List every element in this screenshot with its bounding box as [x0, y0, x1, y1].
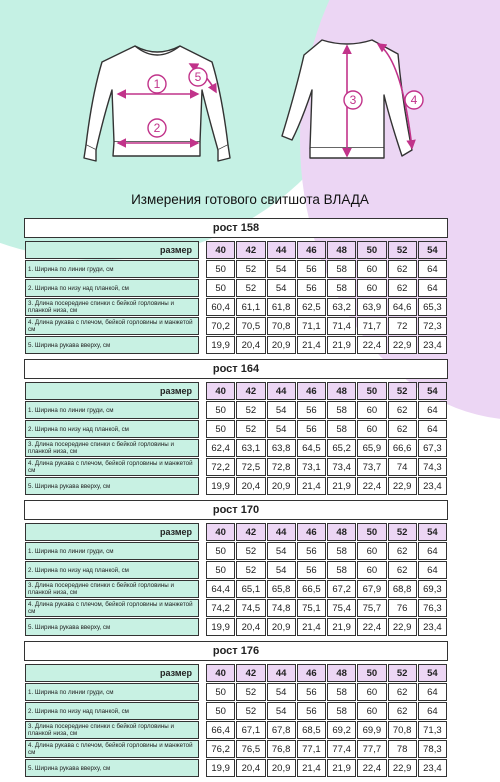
spacer	[200, 599, 205, 617]
spacer	[200, 420, 205, 438]
size-cell: 48	[327, 523, 356, 541]
measurement-value: 64	[418, 683, 447, 701]
measurement-value: 22,9	[388, 618, 417, 636]
measurement-value: 62	[388, 260, 417, 278]
measurement-value: 64	[418, 401, 447, 419]
measurement-value: 76,2	[206, 740, 235, 758]
spacer	[200, 618, 205, 636]
size-cell: 48	[327, 241, 356, 259]
measurement-row	[25, 618, 447, 636]
measurement-value: 70,2	[206, 317, 235, 335]
measurement-value: 74,8	[267, 599, 296, 617]
measurement-label: 1. Ширина по линии груди, см	[25, 542, 199, 560]
measurement-value: 58	[327, 260, 356, 278]
size-cell: 44	[267, 664, 296, 682]
spacer	[200, 458, 205, 476]
measurement-row	[25, 740, 447, 758]
measurement-table	[24, 663, 448, 778]
measurement-value: 61,1	[236, 298, 265, 316]
size-cell: 44	[267, 523, 296, 541]
size-header-row	[25, 241, 447, 259]
measurement-value: 50	[206, 542, 235, 560]
measurement-value: 52	[236, 542, 265, 560]
measurement-value: 71,1	[297, 317, 326, 335]
spacer	[200, 336, 205, 354]
spacer	[200, 260, 205, 278]
measurement-value: 50	[206, 260, 235, 278]
size-cell: 54	[418, 664, 447, 682]
measurement-value: 73,7	[357, 458, 386, 476]
measurement-value: 72,3	[418, 317, 447, 335]
size-cell: 44	[267, 382, 296, 400]
measurement-value: 67,3	[418, 439, 447, 457]
size-cell: 52	[388, 382, 417, 400]
sweatshirt-illustration	[0, 0, 500, 190]
measurement-value: 73,1	[297, 458, 326, 476]
size-cell: 40	[206, 523, 235, 541]
spacer	[200, 477, 205, 495]
measurement-value: 20,9	[267, 759, 296, 777]
measurement-row	[25, 759, 447, 777]
measurement-value: 76,8	[267, 740, 296, 758]
size-cell: 50	[357, 382, 386, 400]
measurement-label: 4. Длина рукава с плечом, бейкой горловины и манжетой см	[25, 599, 199, 617]
measurement-value: 64	[418, 260, 447, 278]
measurement-value: 20,4	[236, 477, 265, 495]
measurement-value: 58	[327, 401, 356, 419]
height-heading: рост 170	[24, 500, 448, 520]
size-header-label: размер	[25, 241, 199, 259]
page-title: Измерения готового свитшота ВЛАДА	[131, 192, 369, 207]
measurement-value: 62	[388, 542, 417, 560]
measurement-value: 73,4	[327, 458, 356, 476]
measurement-table	[24, 381, 448, 496]
measurement-value: 52	[236, 702, 265, 720]
measurement-value: 64,6	[388, 298, 417, 316]
measurement-row	[25, 721, 447, 739]
size-cell: 50	[357, 241, 386, 259]
measurement-value: 63,2	[327, 298, 356, 316]
measurement-value: 20,9	[267, 618, 296, 636]
size-header-row	[25, 664, 447, 682]
measurement-value: 70,5	[236, 317, 265, 335]
spacer	[200, 382, 205, 400]
measurement-value: 64,4	[206, 580, 235, 598]
measurement-value: 69,3	[418, 580, 447, 598]
size-cell: 54	[418, 382, 447, 400]
measurement-value: 69,2	[327, 721, 356, 739]
measurement-value: 60	[357, 401, 386, 419]
measurement-value: 52	[236, 401, 265, 419]
measurement-value: 60,4	[206, 298, 235, 316]
measurement-row	[25, 599, 447, 617]
measurement-label: 1. Ширина по линии груди, см	[25, 401, 199, 419]
measurement-value: 74,2	[206, 599, 235, 617]
measurement-value: 71,4	[327, 317, 356, 335]
measurement-value: 54	[267, 702, 296, 720]
spacer	[200, 664, 205, 682]
size-cell: 50	[357, 664, 386, 682]
measurement-label: 5. Ширина рукава вверху, см	[25, 759, 199, 777]
measurement-row	[25, 317, 447, 335]
measurement-value: 54	[267, 542, 296, 560]
measurement-value: 56	[297, 279, 326, 297]
measurement-label: 5. Ширина рукава вверху, см	[25, 618, 199, 636]
measurement-value: 58	[327, 279, 356, 297]
size-table-block	[24, 359, 448, 496]
measurement-value: 66,5	[297, 580, 326, 598]
measurement-value: 64	[418, 542, 447, 560]
measurement-value: 66,4	[206, 721, 235, 739]
measurement-value: 60	[357, 683, 386, 701]
measurement-value: 52	[236, 279, 265, 297]
measurement-value: 52	[236, 260, 265, 278]
measurement-value: 64	[418, 702, 447, 720]
measurement-value: 58	[327, 542, 356, 560]
measurement-value: 21,9	[327, 477, 356, 495]
measurement-value: 65,3	[418, 298, 447, 316]
measurement-label: 4. Длина рукава с плечом, бейкой горловины и манжетой см	[25, 458, 199, 476]
measurement-value: 77,4	[327, 740, 356, 758]
measurement-value: 21,4	[297, 759, 326, 777]
measurement-label: 4. Длина рукава с плечом, бейкой горловины и манжетой см	[25, 317, 199, 335]
measurement-value: 70,8	[388, 721, 417, 739]
measurement-value: 64	[418, 561, 447, 579]
measurement-row	[25, 401, 447, 419]
spacer	[200, 740, 205, 758]
measurement-value: 22,9	[388, 336, 417, 354]
measurement-value: 68,5	[297, 721, 326, 739]
measurement-value: 78,3	[418, 740, 447, 758]
measurement-value: 62	[388, 683, 417, 701]
measurement-value: 54	[267, 561, 296, 579]
marker-5-label: 5	[194, 70, 202, 84]
measurement-value: 56	[297, 561, 326, 579]
measurement-value: 58	[327, 683, 356, 701]
measurement-label: 5. Ширина рукава вверху, см	[25, 336, 199, 354]
measurement-value: 20,9	[267, 477, 296, 495]
measurement-value: 52	[236, 683, 265, 701]
measurement-value: 23,4	[418, 336, 447, 354]
size-cell: 44	[267, 241, 296, 259]
measurement-value: 72,5	[236, 458, 265, 476]
measurement-row	[25, 279, 447, 297]
measurement-value: 21,4	[297, 618, 326, 636]
measurement-row	[25, 580, 447, 598]
measurement-value: 71,3	[418, 721, 447, 739]
size-cell: 48	[327, 664, 356, 682]
measurement-value: 19,9	[206, 759, 235, 777]
measurement-value: 75,1	[297, 599, 326, 617]
size-table-block	[24, 641, 448, 778]
size-cell: 42	[236, 523, 265, 541]
measurement-value: 21,9	[327, 618, 356, 636]
size-cell: 50	[357, 523, 386, 541]
measurement-value: 74	[388, 458, 417, 476]
size-cell: 54	[418, 241, 447, 259]
measurement-value: 20,4	[236, 336, 265, 354]
measurement-value: 62	[388, 279, 417, 297]
measurement-value: 74,3	[418, 458, 447, 476]
measurement-table	[24, 240, 448, 355]
measurement-value: 20,9	[267, 336, 296, 354]
measurement-value: 58	[327, 702, 356, 720]
size-header-label: размер	[25, 523, 199, 541]
marker-1-label: 1	[153, 77, 161, 91]
measurement-value: 20,4	[236, 618, 265, 636]
spacer	[200, 759, 205, 777]
measurement-value: 70,8	[267, 317, 296, 335]
measurement-value: 77,1	[297, 740, 326, 758]
measurement-value: 56	[297, 260, 326, 278]
measurement-value: 22,4	[357, 477, 386, 495]
measurement-value: 65,9	[357, 439, 386, 457]
measurement-value: 50	[206, 279, 235, 297]
spacer	[200, 542, 205, 560]
measurement-value: 62,5	[297, 298, 326, 316]
measurement-value: 72,8	[267, 458, 296, 476]
measurement-value: 60	[357, 542, 386, 560]
measurement-row	[25, 298, 447, 316]
measurement-value: 66,6	[388, 439, 417, 457]
measurement-row	[25, 260, 447, 278]
measurement-value: 21,9	[327, 336, 356, 354]
measurement-value: 74,5	[236, 599, 265, 617]
marker-3-label: 3	[349, 93, 357, 107]
measurement-value: 63,9	[357, 298, 386, 316]
measurement-label: 3. Длина посередине спинки с бейкой горловины и планкой низа, см	[25, 580, 199, 598]
measurement-value: 58	[327, 420, 356, 438]
measurement-value: 23,4	[418, 477, 447, 495]
measurement-value: 19,9	[206, 618, 235, 636]
measurement-value: 58	[327, 561, 356, 579]
measurement-value: 23,4	[418, 759, 447, 777]
measurement-row	[25, 683, 447, 701]
measurement-value: 62	[388, 702, 417, 720]
measurement-value: 64	[418, 279, 447, 297]
measurement-value: 60	[357, 561, 386, 579]
size-cell: 52	[388, 523, 417, 541]
measurement-value: 56	[297, 420, 326, 438]
spacer	[200, 439, 205, 457]
size-cell: 40	[206, 241, 235, 259]
measurement-value: 23,4	[418, 618, 447, 636]
measurement-value: 62	[388, 561, 417, 579]
measurement-value: 22,4	[357, 618, 386, 636]
measurement-value: 54	[267, 420, 296, 438]
measurement-value: 56	[297, 683, 326, 701]
height-heading: рост 158	[24, 218, 448, 238]
measurement-value: 50	[206, 420, 235, 438]
measurement-value: 60	[357, 702, 386, 720]
measurement-value: 50	[206, 683, 235, 701]
size-cell: 40	[206, 382, 235, 400]
spacer	[200, 523, 205, 541]
size-cell: 52	[388, 664, 417, 682]
measurement-label: 2. Ширина по низу над планкой, см	[25, 702, 199, 720]
measurement-value: 19,9	[206, 477, 235, 495]
measurement-value: 61,8	[267, 298, 296, 316]
size-header-row	[25, 523, 447, 541]
measurement-row	[25, 420, 447, 438]
measurement-value: 60	[357, 260, 386, 278]
size-cell: 46	[297, 664, 326, 682]
measurement-value: 21,4	[297, 336, 326, 354]
measurement-label: 2. Ширина по низу над планкой, см	[25, 420, 199, 438]
spacer	[200, 317, 205, 335]
spacer	[200, 721, 205, 739]
spacer	[200, 702, 205, 720]
measurement-value: 20,4	[236, 759, 265, 777]
spacer	[200, 241, 205, 259]
measurement-value: 67,2	[327, 580, 356, 598]
measurement-value: 67,1	[236, 721, 265, 739]
measurement-value: 62,4	[206, 439, 235, 457]
measurement-value: 54	[267, 401, 296, 419]
size-cell: 40	[206, 664, 235, 682]
measurement-value: 22,4	[357, 336, 386, 354]
spacer	[200, 561, 205, 579]
measurement-value: 60	[357, 279, 386, 297]
measurement-value: 65,8	[267, 580, 296, 598]
measurement-value: 52	[236, 561, 265, 579]
measurement-row	[25, 336, 447, 354]
measurement-value: 50	[206, 702, 235, 720]
spacer	[200, 580, 205, 598]
measurement-value: 54	[267, 260, 296, 278]
measurement-value: 64	[418, 420, 447, 438]
measurement-value: 65,1	[236, 580, 265, 598]
measurement-value: 62	[388, 420, 417, 438]
measurement-row	[25, 561, 447, 579]
measurement-value: 56	[297, 542, 326, 560]
measurement-value: 19,9	[206, 336, 235, 354]
size-table-block	[24, 218, 448, 355]
measurement-value: 63,8	[267, 439, 296, 457]
measurement-label: 1. Ширина по линии груди, см	[25, 683, 199, 701]
measurement-value: 78	[388, 740, 417, 758]
measurement-label: 4. Длина рукава с плечом, бейкой горловины и манжетой см	[25, 740, 199, 758]
measurement-label: 2. Ширина по низу над планкой, см	[25, 561, 199, 579]
measurement-row	[25, 702, 447, 720]
measurement-value: 56	[297, 401, 326, 419]
height-heading: рост 176	[24, 641, 448, 661]
measurement-value: 69,9	[357, 721, 386, 739]
measurement-value: 62	[388, 401, 417, 419]
measurement-label: 3. Длина посередине спинки с бейкой горловины и планкой низа, см	[25, 298, 199, 316]
measurement-value: 50	[206, 401, 235, 419]
measurement-label: 5. Ширина рукава вверху, см	[25, 477, 199, 495]
measurement-value: 22,9	[388, 759, 417, 777]
measurement-row	[25, 542, 447, 560]
size-header-row	[25, 382, 447, 400]
marker-2-label: 2	[153, 121, 161, 135]
measurement-value: 75,4	[327, 599, 356, 617]
height-heading: рост 164	[24, 359, 448, 379]
measurement-value: 64,5	[297, 439, 326, 457]
measurement-value: 75,7	[357, 599, 386, 617]
measurement-row	[25, 458, 447, 476]
measurement-value: 71,7	[357, 317, 386, 335]
spacer	[200, 401, 205, 419]
spacer	[200, 298, 205, 316]
marker-4-label: 4	[410, 93, 418, 107]
measurement-value: 72	[388, 317, 417, 335]
size-cell: 54	[418, 523, 447, 541]
measurement-value: 50	[206, 561, 235, 579]
measurement-value: 67,8	[267, 721, 296, 739]
size-cell: 48	[327, 382, 356, 400]
measurement-value: 52	[236, 420, 265, 438]
size-header-label: размер	[25, 382, 199, 400]
size-cell: 42	[236, 241, 265, 259]
size-cell: 42	[236, 382, 265, 400]
measurement-label: 3. Длина посередине спинки с бейкой горловины и планкой низа, см	[25, 721, 199, 739]
measurement-value: 76	[388, 599, 417, 617]
measurement-value: 22,9	[388, 477, 417, 495]
measurement-value: 65,2	[327, 439, 356, 457]
measurement-value: 68,8	[388, 580, 417, 598]
measurement-value: 77,7	[357, 740, 386, 758]
size-header-label: размер	[25, 664, 199, 682]
size-tables	[24, 218, 448, 782]
measurement-label: 1. Ширина по линии груди, см	[25, 260, 199, 278]
measurement-value: 72,2	[206, 458, 235, 476]
measurement-value: 21,4	[297, 477, 326, 495]
measurement-value: 60	[357, 420, 386, 438]
size-cell: 52	[388, 241, 417, 259]
measurement-value: 22,4	[357, 759, 386, 777]
measurement-label: 2. Ширина по низу над планкой, см	[25, 279, 199, 297]
measurement-value: 67,9	[357, 580, 386, 598]
measurement-value: 54	[267, 279, 296, 297]
measurement-row	[25, 439, 447, 457]
size-table-block	[24, 500, 448, 637]
size-cell: 46	[297, 382, 326, 400]
measurement-value: 76,3	[418, 599, 447, 617]
spacer	[200, 683, 205, 701]
size-cell: 46	[297, 523, 326, 541]
measurement-value: 21,9	[327, 759, 356, 777]
size-cell: 46	[297, 241, 326, 259]
measurement-label: 3. Длина посередине спинки с бейкой горловины и планкой низа, см	[25, 439, 199, 457]
measurement-value: 56	[297, 702, 326, 720]
size-cell: 42	[236, 664, 265, 682]
measurement-value: 63,1	[236, 439, 265, 457]
measurement-value: 76,5	[236, 740, 265, 758]
measurement-row	[25, 477, 447, 495]
measurement-table	[24, 522, 448, 637]
measurement-value: 54	[267, 683, 296, 701]
spacer	[200, 279, 205, 297]
